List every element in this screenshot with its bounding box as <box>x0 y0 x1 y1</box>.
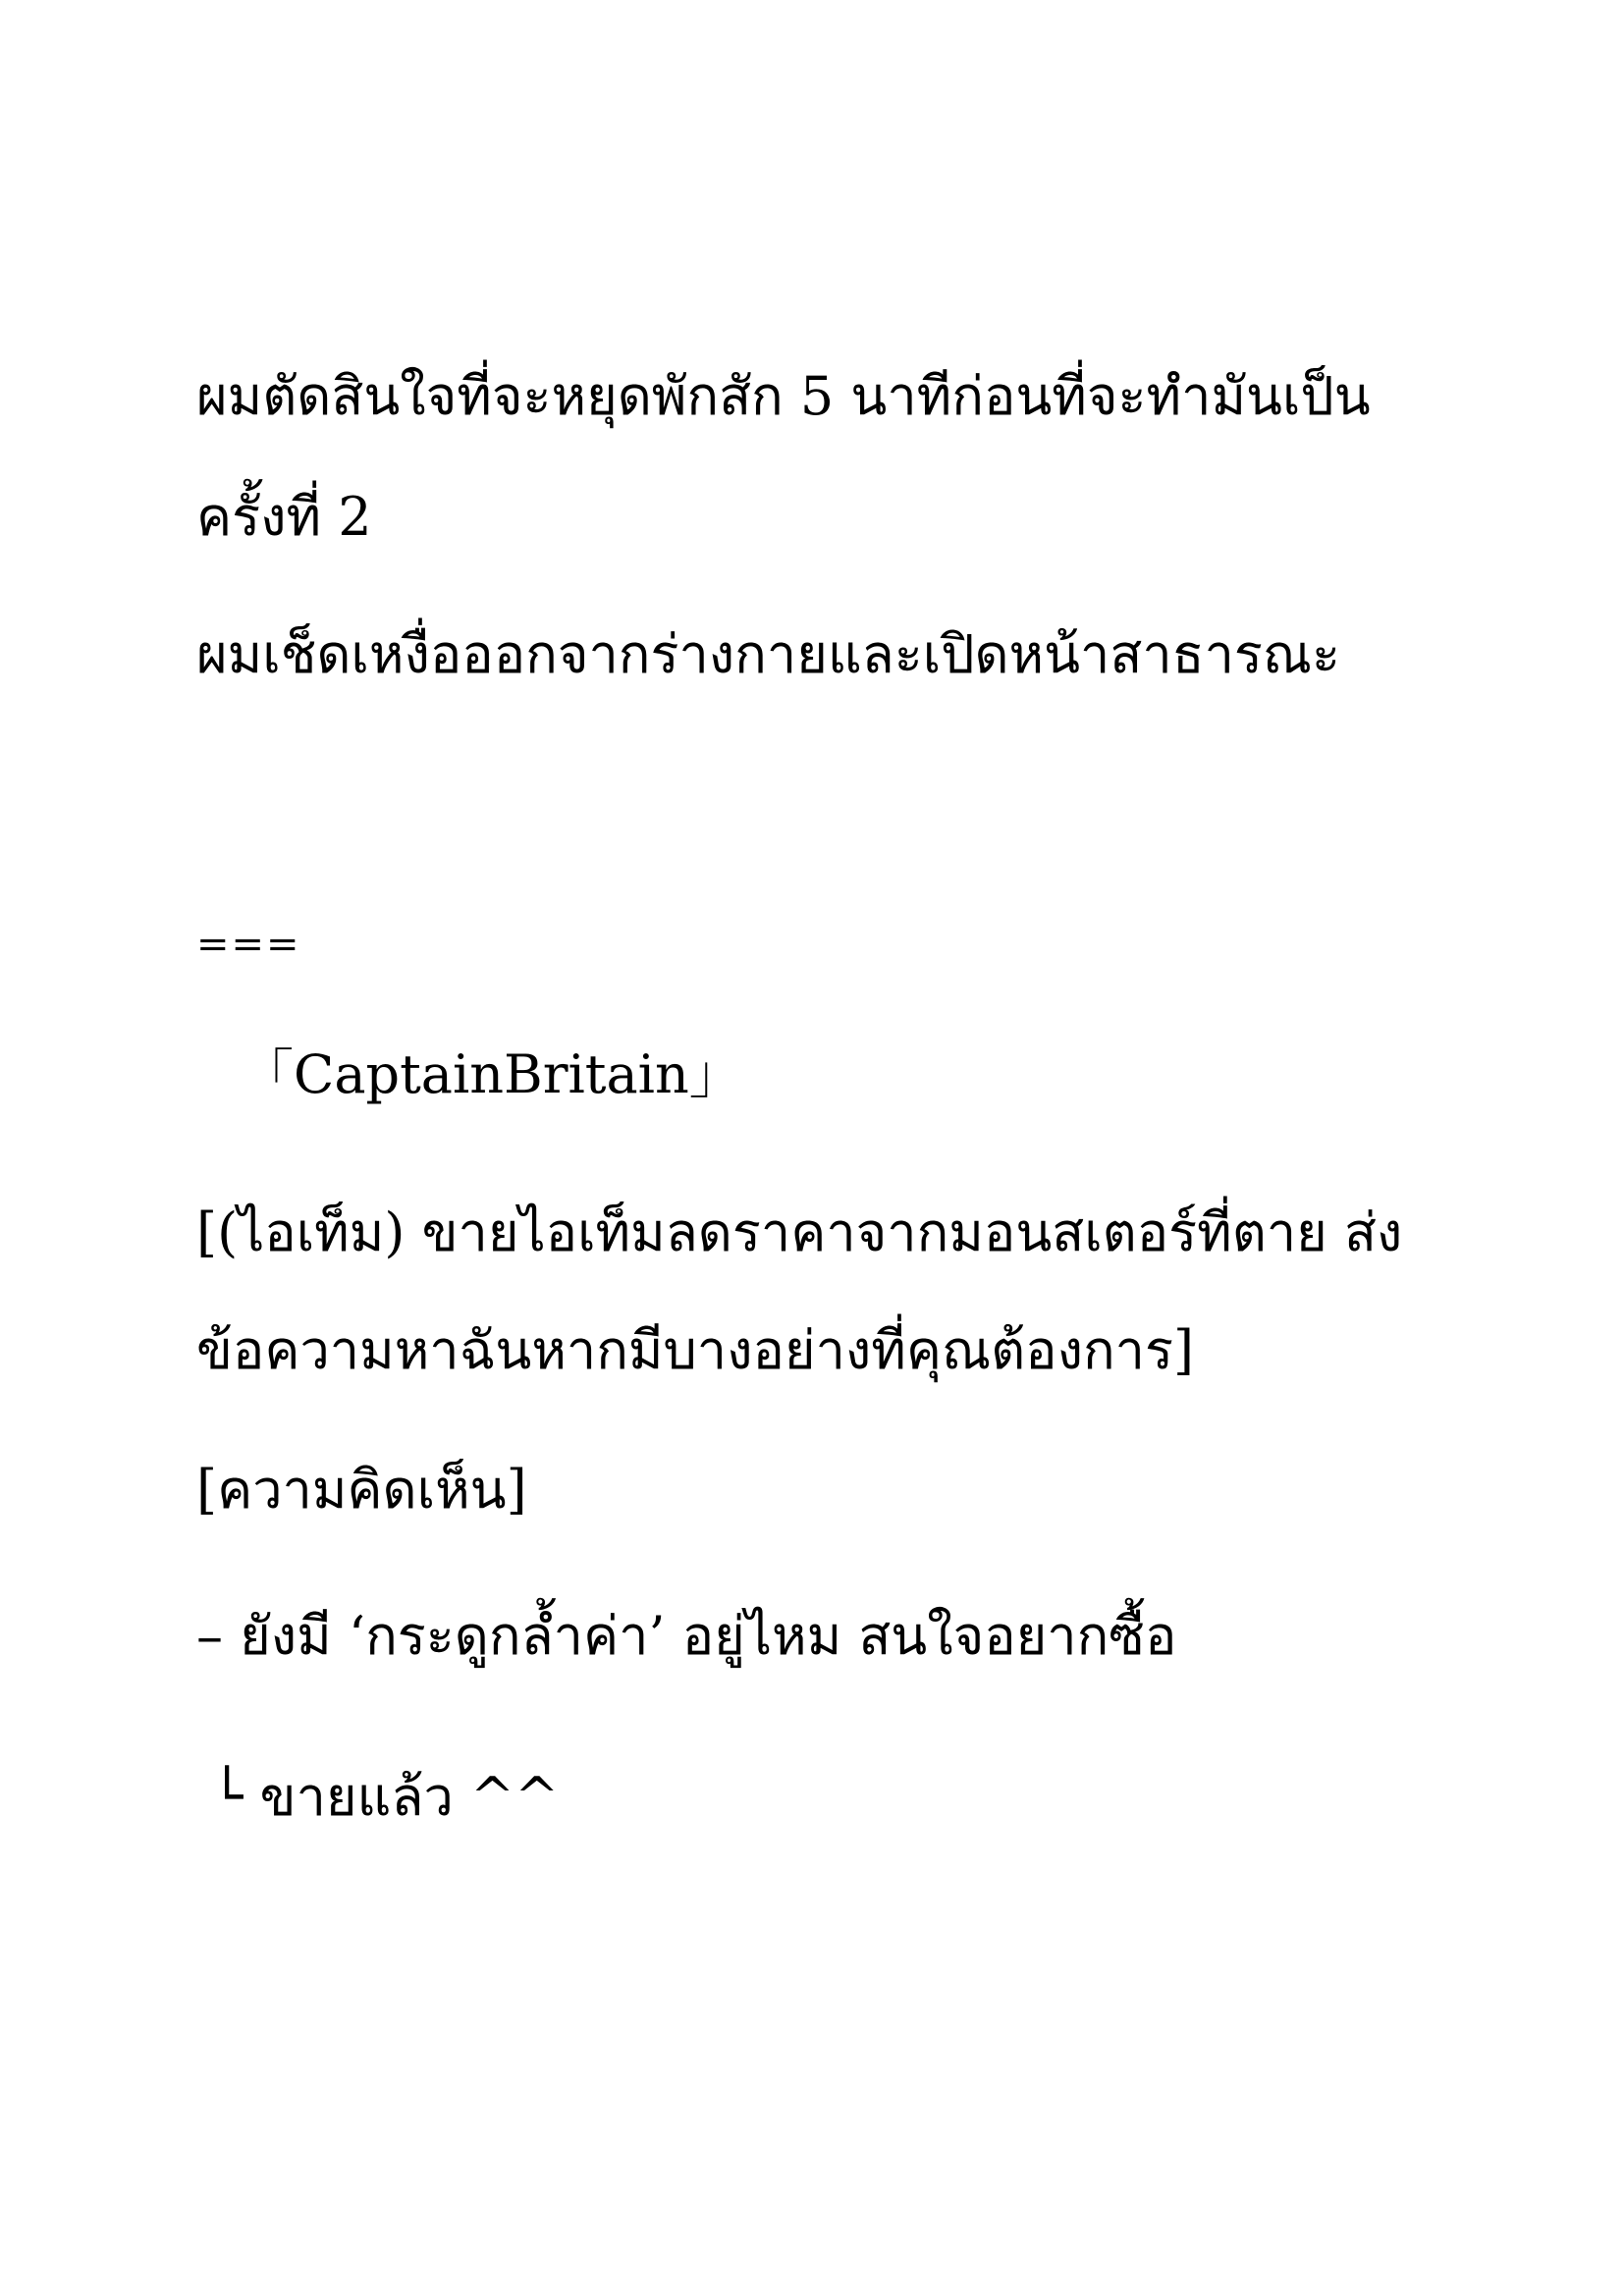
post-author: 「CaptainBritain」 <box>241 1043 742 1105</box>
post-body-line-2: ข้อความหาฉันหากมีบางอย่างที่คุณต้องการ] <box>196 1319 1195 1381</box>
comments-heading: [ความคิดเห็น] <box>196 1459 527 1521</box>
comment: – ยังมี ‘กระดูกล้ำค่า’ อยู่ไหม สนใจอยากซื้อ <box>196 1605 1177 1667</box>
section-divider: === <box>196 922 301 967</box>
paragraph-line-3: ผมเช็ดเหงื่อออกจากร่างกายและเปิดหน้าสาธารณะ <box>196 623 1341 685</box>
paragraph-line-2: ครั้งที่ 2 <box>196 486 372 548</box>
comment-reply: └ ขายแล้ว ^^ <box>211 1766 560 1828</box>
paragraph-line-1: ผมตัดสินใจที่จะหยุดพักสัก 5 นาทีก่อนที่จะทำมันเป็น <box>196 365 1371 427</box>
post-body-line-1: [(ไอเท็ม) ขายไอเท็มลดราคาจากมอนสเตอร์ที่ตาย ส่ง <box>196 1201 1403 1263</box>
